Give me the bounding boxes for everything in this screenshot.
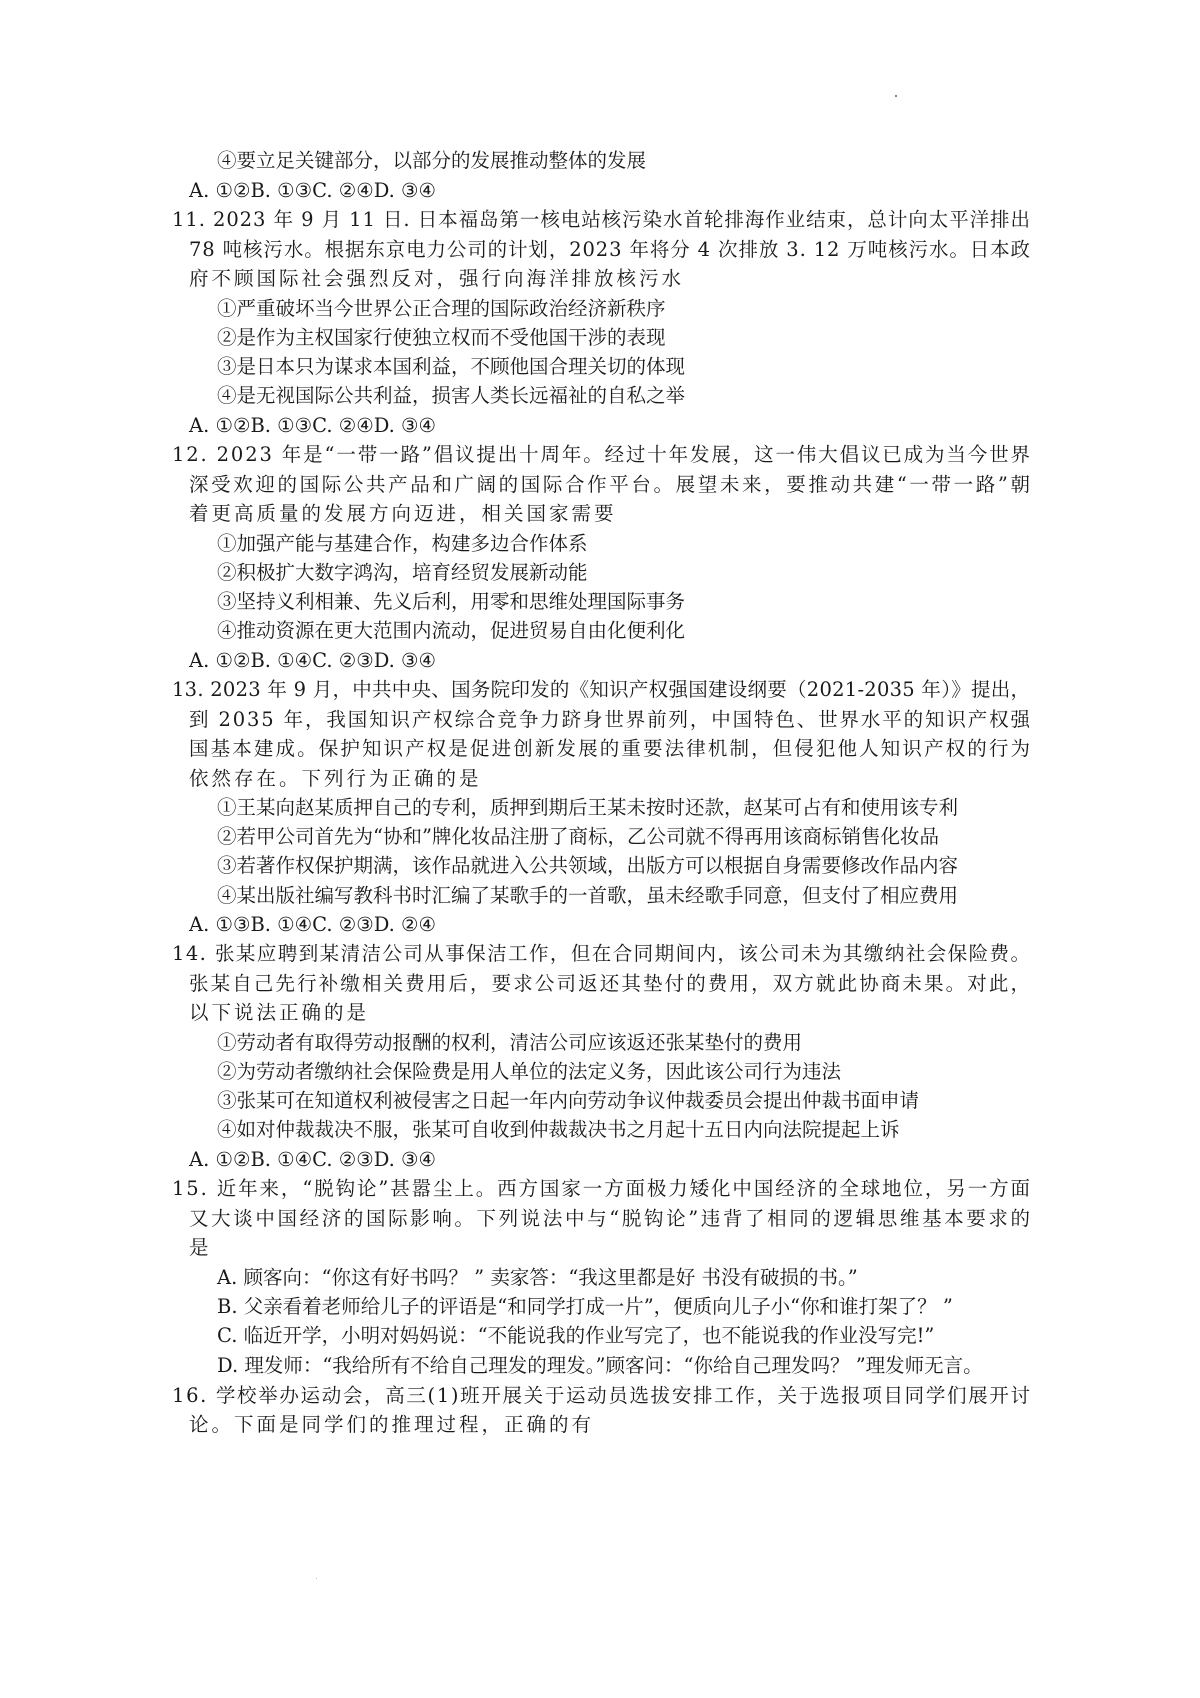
text-line: A. ①②B. ①③C. ②④D. ③④ — [189, 414, 437, 437]
text-line: ③是日本只为谋求本国利益，不顾他国合理关切的体现 — [217, 355, 686, 378]
text-line: 15. 近年来，“脱钩论”甚嚣尘上。西方国家一方面极力矮化中国经济的全球地位，另一方面 — [172, 1177, 1032, 1200]
text-line: 又大谈中国经济的国际影响。下列说法中与“脱钩论”违背了相同的逻辑思维基本要求的 — [189, 1207, 1033, 1230]
text-line: 到 2035 年，我国知识产权综合竞争力跻身世界前列，中国特色、世界水平的知识产权强 — [189, 708, 1032, 731]
text-line: A. ①③B. ①④C. ②③D. ②④ — [189, 913, 437, 936]
text-line: ②积极扩大数字鸿沟，培育经贸发展新动能 — [217, 561, 588, 584]
text-line: ③若著作权保护期满，该作品就进入公共领域，出版方可以根据自身需要修改作品内容 — [217, 854, 959, 877]
text-line: 78 吨核污水。根据东京电力公司的计划，2023 年将分 4 次排放 3. 12 万吨核污水。日本政 — [189, 238, 1031, 261]
text-line: 深受欢迎的国际公共产品和广阔的国际合作平台。展望未来，要推动共建“一带一路”朝 — [189, 473, 1033, 496]
text-line: 张某自己先行补缴相关费用后，要求公司返还其垫付的费用，双方就此协商未果。对此， — [189, 972, 1033, 995]
text-line: ④要立足关键部分，以部分的发展推动整体的发展 — [217, 149, 647, 172]
text-line: 以下说法正确的是 — [189, 1001, 370, 1024]
text-line: 论。下面是同学们的推理过程，正确的有 — [189, 1413, 595, 1436]
text-line: 16. 学校举办运动会，高三(1)班开展关于运动员选拔安排工作，关于选报项目同学们展开讨 — [172, 1384, 1032, 1407]
text-line: ②若甲公司首先为“协和”牌化妆品注册了商标，乙公司就不得再用该商标销售化妆品 — [217, 825, 939, 848]
text-line: C. 临近开学，小明对妈妈说：“不能说我的作业写完了，也不能说我的作业没写完!” — [217, 1324, 935, 1347]
text-line: ③坚持义利相兼、先义后利，用零和思维处理国际事务 — [217, 590, 686, 613]
text-line: A. ①②B. ①④C. ②③D. ③④ — [189, 649, 437, 672]
text-line: ④某出版社编写教科书时汇编了某歌手的一首歌，虽未经歌手同意，但支付了相应费用 — [217, 884, 959, 907]
text-line: ②为劳动者缴纳社会保险费是用人单位的法定义务，因此该公司行为违法 — [217, 1060, 842, 1083]
text-line: A. ①②B. ①③C. ②④D. ③④ — [189, 179, 437, 202]
scan-speck — [316, 1578, 317, 1579]
text-line: 11. 2023 年 9 月 11 日. 日本福岛第一核电站核污染水首轮排海作业结束，总计向太平洋排出 — [172, 208, 1031, 231]
text-line: B. 父亲看着老师给儿子的评语是“和同学打成一片”，便质向儿子小“你和谁打架了？ ” — [217, 1295, 953, 1318]
text-line: ②是作为主权国家行使独立权而不受他国干涉的表现 — [217, 326, 666, 349]
text-line: 依然存在。下列行为正确的是 — [189, 767, 482, 790]
scan-speck — [895, 95, 897, 97]
text-line: 着更高质量的发展方向迈进，相关国家需要 — [189, 502, 617, 525]
text-line: ①王某向赵某质押自己的专利，质押到期后王某未按时还款，赵某可占有和使用该专利 — [217, 796, 959, 819]
text-line: ①严重破坏当今世界公正合理的国际政治经济新秩序 — [217, 297, 666, 320]
text-line: ④是无视国际公共利益，损害人类长远福祉的自私之举 — [217, 384, 686, 407]
text-line: D. 理发师：“我给所有不给自己理发的理发。”顾客问：“你给自己理发吗？ ”理发师无言。 — [217, 1354, 983, 1377]
text-line: A. ①②B. ①④C. ②③D. ③④ — [189, 1148, 437, 1171]
text-line: 12. 2023 年是“一带一路”倡议提出十周年。经过十年发展，这一伟大倡议已成为当今世界 — [172, 443, 1032, 466]
text-line: 国基本建成。保护知识产权是促进创新发展的重要法律机制，但侵犯他人知识产权的行为 — [189, 737, 1033, 760]
text-line: 是 — [189, 1236, 212, 1259]
text-line: ④如对仲裁裁决不服，张某可自收到仲裁裁决书之月起十五日内向法院提起上诉 — [217, 1118, 900, 1141]
text-line: 府不顾国际社会强烈反对，强行向海洋排放核污水 — [189, 267, 685, 290]
text-line: ③张某可在知道权利被侵害之日起一年内向劳动争议仲裁委员会提出仲裁书面申请 — [217, 1089, 920, 1112]
text-line: 13. 2023 年 9 月，中共中央、国务院印发的《知识产权强国建设纲要（2021-2035 年）》提出， — [172, 678, 1031, 701]
text-line: ①加强产能与基建合作，构建多边合作体系 — [217, 532, 588, 555]
text-line: A. 顾客向：“你这有好书吗？ ” 卖家答：“我这里都是好 书没有破损的书。” — [217, 1266, 858, 1289]
text-line: 14. 张某应聘到某清洁公司从事保洁工作，但在合同期间内，该公司未为其缴纳社会保险费。 — [172, 942, 1032, 965]
text-line: ①劳动者有取得劳动报酬的权利，清洁公司应该返还张某垫付的费用 — [217, 1031, 803, 1054]
text-line: ④推动资源在更大范围内流动，促进贸易自由化便利化 — [217, 619, 686, 642]
